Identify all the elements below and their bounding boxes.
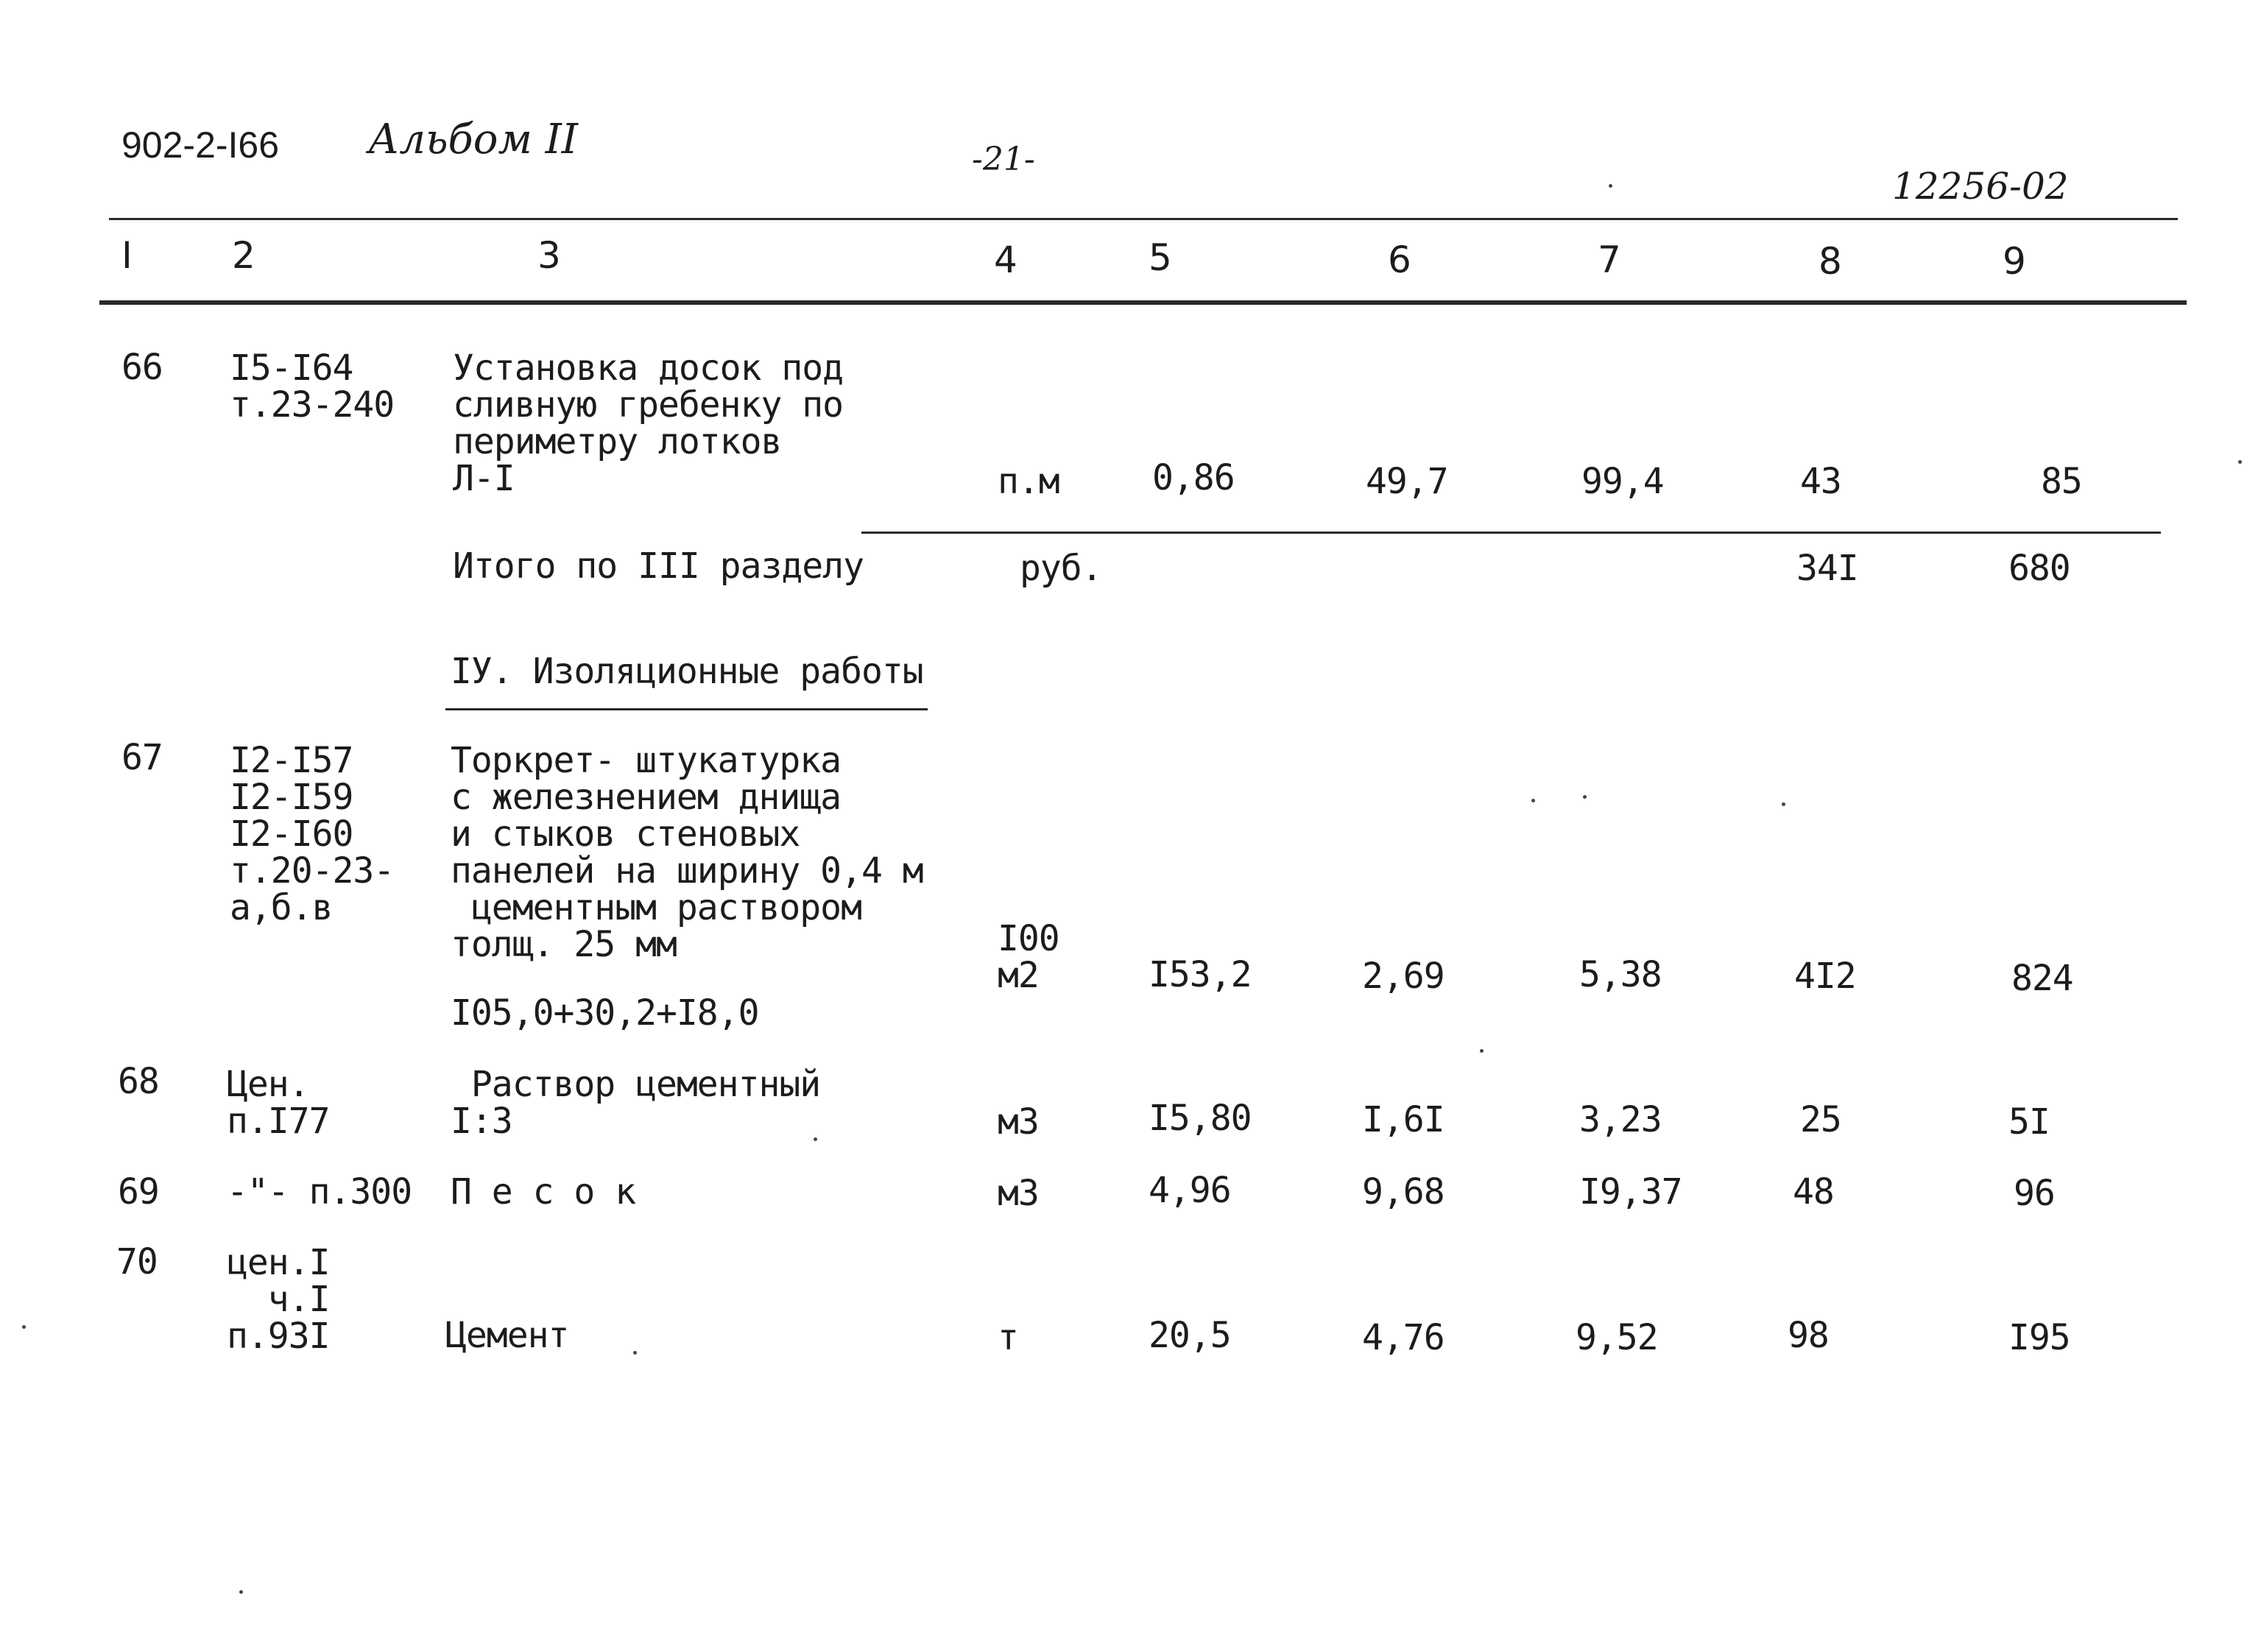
scan-speck	[1480, 1049, 1484, 1053]
col8-value: 43	[1800, 461, 1841, 502]
quantity: I53,2	[1149, 954, 1252, 995]
scan-speck	[1609, 184, 1612, 188]
quantity: 20,5	[1149, 1315, 1231, 1356]
work-description: Торкрет- штукатурка с железнением днища и стыков стеновых панелей на ширину 0,4 м цементным раствором толщ. 25 мм	[451, 740, 923, 965]
subtotal-unit: руб.	[1020, 548, 1102, 589]
work-description: Раствор цементный I:3	[451, 1064, 821, 1142]
total-price: I9,37	[1579, 1171, 1682, 1212]
norm-code: I5-I64 т.23-240	[230, 347, 395, 426]
total-price: 9,52	[1576, 1317, 1658, 1358]
col8-value: 4I2	[1794, 956, 1856, 997]
scan-speck	[22, 1325, 26, 1329]
unit: п.м	[998, 461, 1059, 502]
scan-speck	[239, 1590, 243, 1594]
norm-code: I2-I57 I2-I59 I2-I60 т.20-23- а,б.в	[230, 740, 395, 928]
unit-price: 49,7	[1366, 461, 1448, 502]
scan-speck	[633, 1351, 637, 1355]
album-label: Альбом II	[368, 116, 578, 163]
unit: м3	[998, 1101, 1039, 1143]
page-number: -21-	[972, 141, 1035, 178]
col-header-9: 9	[2003, 240, 2026, 283]
scan-speck	[1583, 795, 1587, 799]
subtotal-rule	[861, 532, 2161, 534]
unit: т	[998, 1317, 1018, 1358]
col-header-7: 7	[1598, 239, 1621, 281]
quantity: I5,80	[1149, 1098, 1252, 1139]
col-header-5: 5	[1149, 236, 1172, 279]
scan-speck	[1531, 799, 1535, 802]
col-header-1: I	[121, 234, 133, 277]
col-header-2: 2	[232, 234, 255, 277]
col8-value: 25	[1800, 1099, 1841, 1140]
scan-speck	[2238, 460, 2242, 464]
row-number: 67	[121, 737, 163, 778]
unit-price: 9,68	[1362, 1171, 1445, 1212]
work-description: Цемент	[445, 1315, 569, 1356]
col-header-3: 3	[537, 234, 561, 277]
row-number: 68	[118, 1061, 159, 1102]
work-description: Установка досок под сливную гребенку по периметру лотков Л-I	[453, 347, 844, 499]
total-price: 5,38	[1579, 954, 1662, 995]
col8-value: 98	[1788, 1315, 1829, 1356]
subtotal-col9: 680	[2008, 548, 2070, 589]
norm-code: цен.I ч.I п.93I	[227, 1242, 330, 1357]
unit-price: 4,76	[1362, 1317, 1445, 1358]
col9-value: 96	[2014, 1173, 2055, 1214]
section-title-underline	[445, 708, 928, 710]
archive-number: 12256-02	[1892, 165, 2069, 208]
col-header-6: 6	[1388, 239, 1411, 281]
document-code: 902-2-I66	[121, 124, 280, 166]
header-top-rule	[109, 218, 2178, 220]
quantity-calculation: I05,0+30,2+I8,0	[451, 992, 759, 1034]
col9-value: 85	[2041, 461, 2082, 502]
work-description: П е с о к	[451, 1171, 636, 1212]
col8-value: 48	[1793, 1171, 1834, 1212]
norm-code: Цен. п.I77	[227, 1064, 330, 1142]
col9-value: 5I	[2008, 1101, 2050, 1143]
row-number: 66	[121, 347, 163, 388]
subtotal-label: Итого по III разделу	[453, 546, 864, 587]
header-bottom-rule	[99, 300, 2187, 305]
col-header-8: 8	[1819, 240, 1842, 283]
row-number: 70	[116, 1241, 158, 1282]
norm-code: -"- п.300	[227, 1171, 412, 1212]
section-title: IУ. Изоляционные работы	[451, 651, 923, 692]
unit: м3	[998, 1173, 1039, 1214]
unit-price: I,6I	[1362, 1099, 1445, 1140]
unit: I00 м2	[998, 918, 1059, 996]
unit-price: 2,69	[1362, 956, 1445, 997]
subtotal-col8: 34I	[1796, 548, 1858, 589]
col9-value: 824	[2011, 958, 2073, 999]
col-header-4: 4	[994, 239, 1017, 281]
total-price: 99,4	[1581, 461, 1664, 502]
quantity: 4,96	[1149, 1170, 1231, 1211]
scan-speck	[1782, 802, 1785, 806]
total-price: 3,23	[1579, 1099, 1662, 1140]
quantity: 0,86	[1152, 457, 1235, 498]
col9-value: I95	[2008, 1317, 2070, 1358]
scan-speck	[814, 1137, 817, 1141]
row-number: 69	[118, 1171, 159, 1212]
